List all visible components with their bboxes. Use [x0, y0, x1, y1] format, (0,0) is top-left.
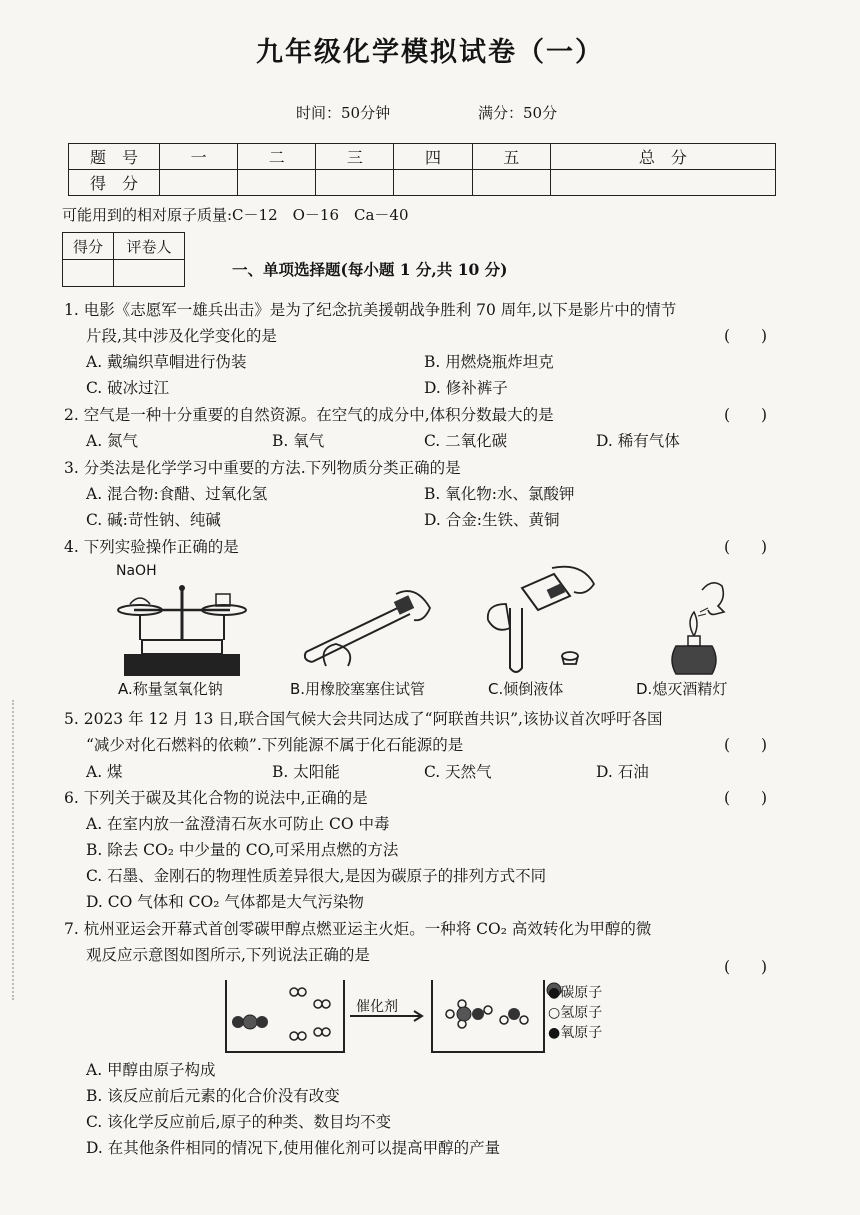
q7-stem: 7. 杭州亚运会开幕式首创零碳甲醇点燃亚运主火炬。一种将 CO₂ 高效转化为甲醇的微 — [64, 920, 652, 938]
q1-stem: 1. 电影《志愿军一雄兵出击》是为了纪念抗美援朝战争胜利 70 周年,以下是影片中的情节 — [64, 301, 677, 319]
q7-option-c[interactable]: C. 该化学反应前后,原子的种类、数目均不变 — [86, 1113, 392, 1131]
catalyst-label: 催化剂 — [356, 999, 398, 1015]
q7-stem-cont: 观反应示意图如图所示,下列说法正确的是 — [86, 946, 370, 964]
q1-stem-cont: 片段,其中涉及化学变化的是 — [86, 327, 277, 345]
score-table-cell: 三 — [316, 144, 394, 170]
q3-option-b[interactable]: B. 氧化物:水、氯酸钾 — [424, 485, 575, 503]
q3-option-d[interactable]: D. 合金:生铁、黄铜 — [424, 511, 560, 529]
q6-option-c[interactable]: C. 石墨、金刚石的物理性质差异很大,是因为碳原子的排列方式不同 — [86, 867, 547, 885]
q2-option-c[interactable]: C. 二氧化碳 — [424, 432, 508, 450]
answer-blank[interactable]: ( ) — [724, 958, 768, 976]
section-title: 一、单项选择题(每小题 1 分,共 10 分) — [232, 260, 508, 279]
balance-illustration — [112, 580, 252, 680]
score-table-row-label: 得 分 — [69, 170, 160, 196]
q6-option-a[interactable]: A. 在室内放一盆澄清石灰水可防止 CO 中毒 — [86, 815, 390, 833]
score-table-cell: 四 — [394, 144, 472, 170]
q2-stem: 2. 空气是一种十分重要的自然资源。在空气的成分中,体积分数最大的是 — [64, 406, 554, 424]
score-input-cell[interactable] — [238, 170, 316, 196]
q6-stem: 6. 下列关于碳及其化合物的说法中,正确的是 — [64, 789, 368, 807]
q4-option-c[interactable]: C.倾倒液体 — [488, 680, 564, 698]
score-table-cell: 二 — [238, 144, 316, 170]
alcohol-lamp-illustration — [654, 576, 734, 680]
q3-stem: 3. 分类法是化学学习中重要的方法.下列物质分类正确的是 — [64, 459, 461, 477]
oxygen-atom — [256, 1016, 268, 1028]
score-table-cell: 五 — [472, 144, 550, 170]
oxygen-atom-icon: ● — [548, 1025, 561, 1041]
q3-option-a[interactable]: A. 混合物:食醋、过氧化氢 — [86, 485, 268, 503]
grader-score-cell[interactable] — [63, 260, 114, 287]
score-input-cell[interactable] — [394, 170, 472, 196]
score-table-cell: 总 分 — [550, 144, 775, 170]
q1-option-a[interactable]: A. 戴编织草帽进行伪装 — [86, 353, 247, 371]
q3-option-c[interactable]: C. 碱:苛性钠、纯碱 — [86, 511, 221, 529]
carbon-atom — [243, 1015, 257, 1029]
q5-stem-cont: “减少对化石燃料的依赖”.下列能源不属于化石能源的是 — [86, 736, 464, 754]
grader-reviewer-cell[interactable] — [114, 260, 185, 287]
carbon-atom-icon: ● — [548, 985, 561, 1001]
answer-blank[interactable]: ( ) — [724, 538, 768, 556]
score-input-cell[interactable] — [160, 170, 238, 196]
q2-option-d[interactable]: D. 稀有气体 — [596, 432, 680, 450]
page-title: 九年级化学模拟试卷（一） — [256, 37, 604, 68]
legend-oxygen: ●氧原子 — [548, 1025, 603, 1041]
q1-option-d[interactable]: D. 修补裤子 — [424, 379, 508, 397]
grader-score-label: 得分 — [63, 233, 114, 260]
q7-option-b[interactable]: B. 该反应前后元素的化合价没有改变 — [86, 1087, 340, 1105]
q1-option-c[interactable]: C. 破冰过江 — [86, 379, 170, 397]
grader-box — [62, 232, 185, 287]
pouring-liquid-illustration — [482, 568, 602, 678]
q4-option-a[interactable]: A.称量氢氧化钠 — [118, 680, 223, 698]
score-input-cell[interactable] — [472, 170, 550, 196]
score-table — [68, 143, 776, 196]
score-input-cell[interactable] — [550, 170, 775, 196]
hydrogen-atom-icon: ○ — [548, 1005, 561, 1021]
score-input-cell[interactable] — [316, 170, 394, 196]
legend-hydrogen: ○氢原子 — [548, 1005, 603, 1021]
q5-option-d[interactable]: D. 石油 — [596, 763, 649, 781]
naoh-label: NaOH — [116, 563, 157, 579]
exam-time: 时间：50分钟 — [296, 104, 391, 122]
grader-reviewer-label: 评卷人 — [114, 233, 185, 260]
answer-blank[interactable]: ( ) — [724, 406, 768, 424]
oxygen-atom — [232, 1016, 244, 1028]
q1-option-b[interactable]: B. 用燃烧瓶炸坦克 — [424, 353, 554, 371]
test-tube-stopper-illustration — [296, 590, 436, 670]
atomic-masses: 可能用到的相对原子质量:C－12 O－16 Ca－40 — [62, 206, 409, 224]
q2-option-a[interactable]: A. 氮气 — [86, 432, 139, 450]
q5-option-c[interactable]: C. 天然气 — [424, 763, 492, 781]
score-table-score-row — [69, 170, 776, 196]
q7-option-a[interactable]: A. 甲醇由原子构成 — [86, 1061, 216, 1079]
score-table-cell: 一 — [160, 144, 238, 170]
legend-carbon: ●碳原子 — [548, 985, 603, 1001]
q5-option-a[interactable]: A. 煤 — [86, 763, 123, 781]
reaction-diagram — [220, 976, 550, 1056]
q7-option-d[interactable]: D. 在其他条件相同的情况下,使用催化剂可以提高甲醇的产量 — [86, 1139, 501, 1157]
answer-blank[interactable]: ( ) — [724, 789, 768, 807]
q5-stem: 5. 2023 年 12 月 13 日,联合国气候大会共同达成了“阿联酋共识”,该协议首次呼吁各国 — [64, 710, 663, 728]
binding-margin — [12, 700, 16, 1000]
score-table-header-row — [69, 144, 776, 170]
answer-blank[interactable]: ( ) — [724, 327, 768, 345]
q4-option-d[interactable]: D.熄灭酒精灯 — [636, 680, 728, 698]
score-table-cell: 题 号 — [69, 144, 160, 170]
q4-stem: 4. 下列实验操作正确的是 — [64, 538, 239, 556]
q6-option-b[interactable]: B. 除去 CO₂ 中少量的 CO,可采用点燃的方法 — [86, 841, 399, 859]
q2-option-b[interactable]: B. 氧气 — [272, 432, 325, 450]
answer-blank[interactable]: ( ) — [724, 736, 768, 754]
exam-full-score: 满分：50分 — [478, 104, 558, 122]
q4-option-b[interactable]: B.用橡胶塞塞住试管 — [290, 680, 426, 698]
q6-option-d[interactable]: D. CO 气体和 CO₂ 气体都是大气污染物 — [86, 893, 364, 911]
q5-option-b[interactable]: B. 太阳能 — [272, 763, 340, 781]
